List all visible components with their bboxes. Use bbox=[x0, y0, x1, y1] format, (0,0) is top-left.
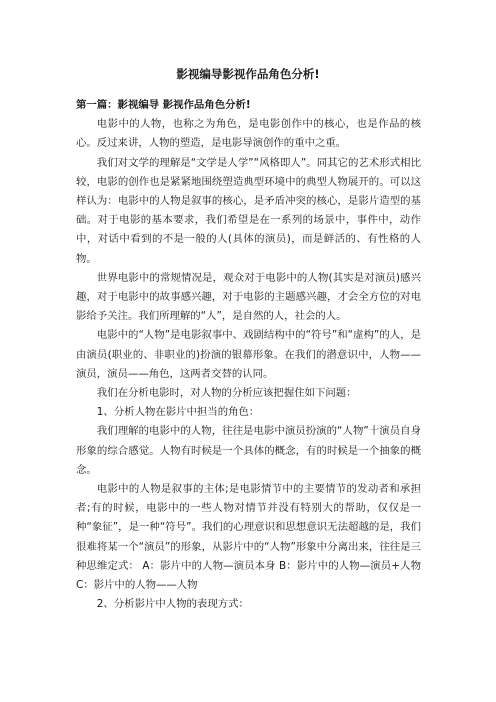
document-title: 影视编导影视作品角色分析! bbox=[176, 67, 320, 81]
section-heading: 第一篇：影视编导 影视作品角色分析! bbox=[76, 99, 251, 111]
paragraph: 我们在分析电影时，对人物的分析应该把握住如下问题： bbox=[96, 387, 357, 400]
paragraph: 我们对文学的理解是“文学是人学”“风格即人”。同其它的艺术形式相比较，电影的创作也是紧紧地围绕塑造典型环境中的典型人物展开的。可以这样认为：电影中的人物是叙事的核心，是矛盾冲突的核心，是影片造型的基础。对于电影的基本要求，我们希望是在一系列的场景中，事件中，动作中，对话中看到的不是一般的人(具体的演员)，而是鲜活的、有性格的人物。 bbox=[76, 156, 421, 265]
subheading: 1、分析人物在影片中担当的角色： bbox=[96, 406, 260, 419]
paragraph: 世界电影中的常规情况是，观众对于电影中的人物(其实是对演员)感兴趣，对于电影中的故事感兴趣，对于电影的主题感兴趣，才会全方位的对电影给予关注。我们所理解的“人”，是自然的人，社会的人。 bbox=[76, 271, 421, 323]
paragraph: 电影中的“人物”是电影叙事中、戏剧结构中的“符号”和“虚构”的人，是由演员(职业的、非职业的)扮演的银幕形象。在我们的潜意识中，人物——演员，演员——角色，这两者交替的认同。 bbox=[76, 329, 421, 380]
paragraph: 我们理解的电影中的人物，往往是电影中演员扮演的“人物”十演员自身形象的综合感觉。人物有时候是一个具体的概念，有的时候是一个抽象的概念。 bbox=[76, 425, 421, 476]
document-body bbox=[76, 96, 421, 614]
paragraph: 电影中的人物是叙事的主体;是电影情节中的主要情节的发动者和承担者;有的时候，电影中的一些人物对情节并没有特别大的帮助，仅仅是一种“象征”，是一种“符号”。我们的心理意识和思想意识无法超越的是，我们很难将某一个“演员”的形象，从影片中的“人物”形象中分离出来，往往是三种思维定式： A：影片中的人物—演员本身 B：影片中的人物—演员+人物 C：影片中的人物——人物 bbox=[76, 483, 421, 592]
paragraph: 电影中的人物，也称之为角色，是电影创作中的核心，也是作品的核心。反过来讲，人物的塑造，是电影导演创作的重中之重。 bbox=[76, 118, 421, 150]
subheading: 2、分析影片中人物的表现方式： bbox=[96, 598, 249, 611]
